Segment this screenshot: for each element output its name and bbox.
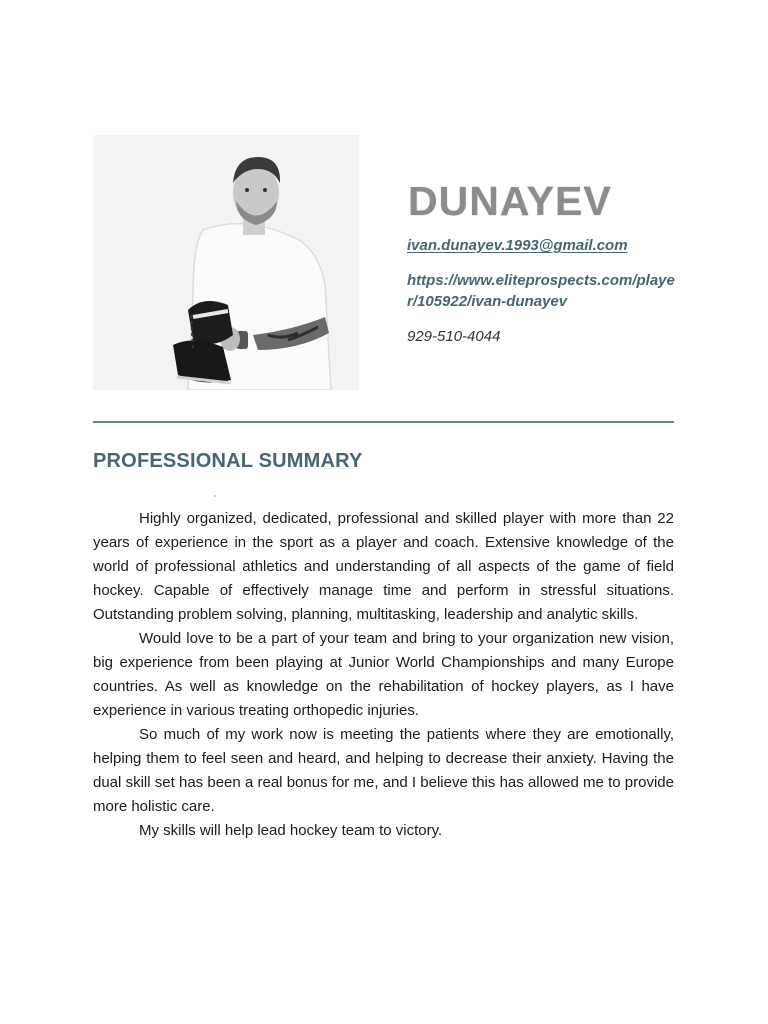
summary-paragraph: Highly organized, dedicated, professional and skilled player with more than 22 years of experience in the sport as a player and coach. Extensive knowledge of the world of professional athletics and understanding of all aspects of the game of field hockey. Capable of effectively manage time and perform in stressful situations. Outstanding problem solving, planning, multitasking, leadership and analytic skills.: [93, 510, 674, 623]
section-title-summary: PROFESSIONAL SUMMARY: [93, 450, 363, 472]
summary-body: [93, 507, 674, 843]
summary-paragraph: So much of my work now is meeting the patients where they are emotionally, helping them to feel seen and heard, and helping to decrease their anxiety. Having the dual skill set has been a real bonus for me, and I believe this has allowed me to provide more holistic care.: [93, 726, 674, 815]
profile-url-link[interactable]: https://www.eliteprospects.com/player/105922/ivan-dunayev: [407, 272, 675, 310]
summary-paragraph: Would love to be a part of your team and bring to your organization new vision, big experience from been playing at Junior World Championships and many Europe countries. As well as knowledge on the rehabilitation of hockey players, as I have experience in various treating orthopedic injuries.: [93, 630, 674, 719]
phone-number: 929-510-4044: [407, 328, 501, 345]
section-divider: [93, 421, 674, 423]
summary-paragraph: My skills will help lead hockey team to victory.: [139, 822, 443, 839]
candidate-name: DUNAYEV: [408, 178, 612, 224]
decorative-dot: [214, 495, 216, 497]
profile-photo: [93, 135, 359, 390]
email-link[interactable]: ivan.dunayev.1993@gmail.com: [407, 237, 628, 254]
